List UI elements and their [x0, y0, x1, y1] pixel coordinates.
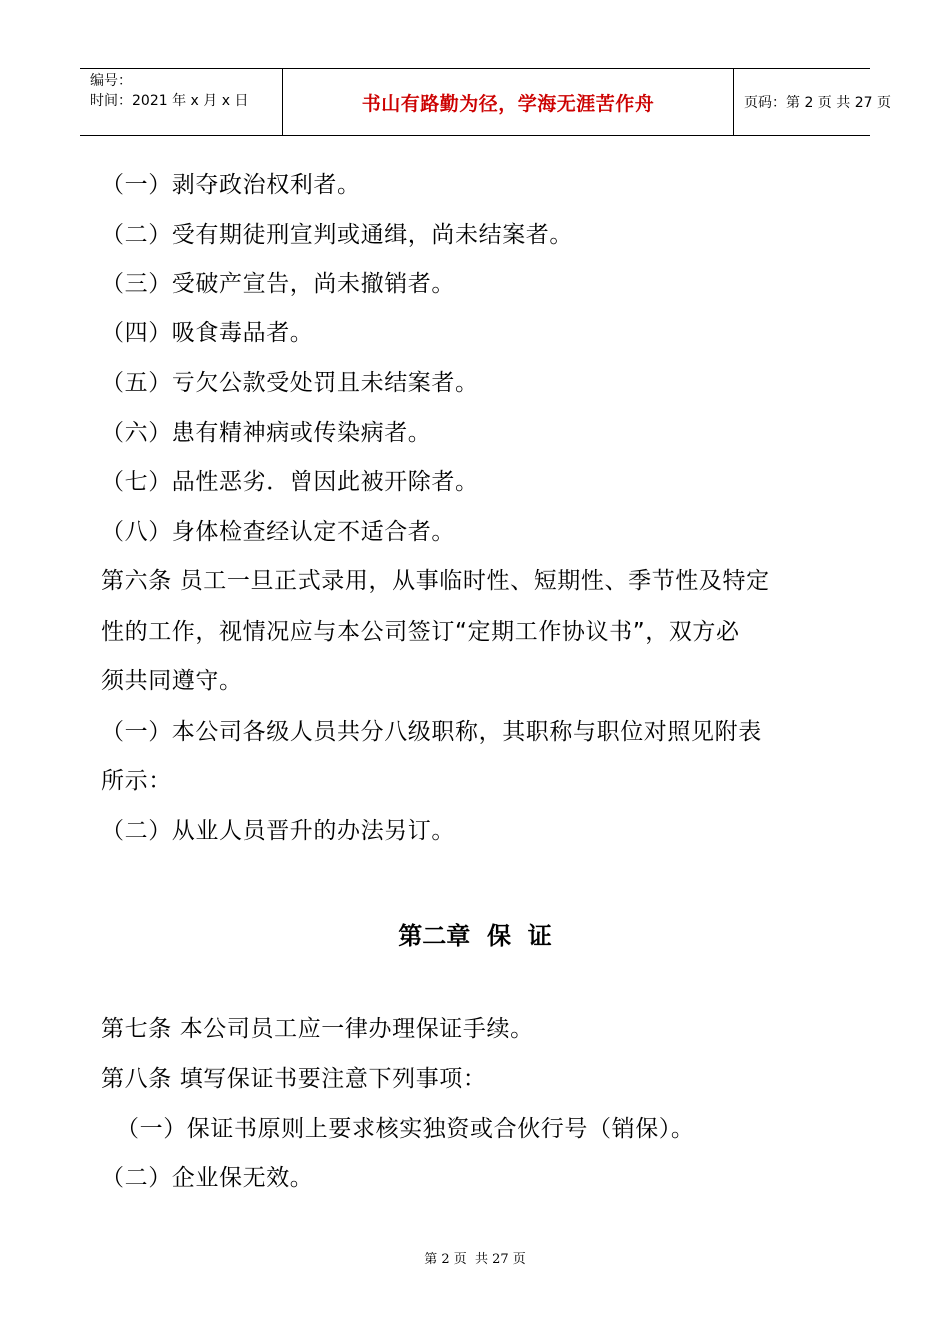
time-label: 时间：2021 年 x 月 x 日	[90, 93, 249, 109]
body-line: （六）患有精神病或传染病者。	[101, 420, 432, 446]
body-line: 第六条 员工一旦正式录用，从事临时性、短期性、季节性及特定	[101, 568, 770, 594]
document-header	[80, 68, 891, 136]
header-info-cell	[80, 69, 282, 135]
serial-label: 编号：	[90, 73, 132, 89]
body-line: （二）从业人员晋升的办法另订。	[101, 818, 455, 844]
body-line: 须共同遵守。	[101, 668, 243, 694]
page-label: 页码：第 2 页 共 27 页	[744, 95, 891, 111]
body-line: 所示：	[101, 768, 172, 794]
body-line: （一）本公司各级人员共分八级职称，其职称与职位对照见附表	[101, 719, 762, 745]
header-motto-cell	[282, 69, 734, 135]
body-line: （一）剥夺政治权利者。	[101, 172, 361, 198]
body-line: 性的工作，视情况应与本公司签订“定期工作协议书”，双方必	[101, 619, 740, 645]
body-line: （二）受有期徒刑宣判或通缉，尚未结案者。	[101, 222, 573, 248]
body-line: （五）亏欠公款受处罚且未结案者。	[101, 370, 479, 396]
body-line: 第八条 填写保证书要注意下列事项：	[101, 1066, 487, 1092]
header-page-cell	[734, 69, 891, 135]
body-line: （四）吸食毒品者。	[101, 320, 314, 346]
body-line: （八）身体检查经认定不适合者。	[101, 519, 455, 545]
body-line: （七）品性恶劣．曾因此被开除者。	[101, 469, 479, 495]
body-line: （一）保证书原则上要求核实独资或合伙行号（销保）。	[116, 1116, 695, 1142]
page-footer: 第 2 页 共 27 页	[424, 1252, 526, 1267]
body-line: （三）受破产宣告，尚未撤销者。	[101, 271, 455, 297]
chapter-title: 第二章 保 证	[398, 922, 552, 950]
motto-text: 书山有路勤为径，学海无涯苦作舟	[361, 92, 655, 115]
body-line: 第七条 本公司员工应一律办理保证手续。	[101, 1016, 534, 1042]
body-line: （二）企业保无效。	[101, 1165, 314, 1191]
